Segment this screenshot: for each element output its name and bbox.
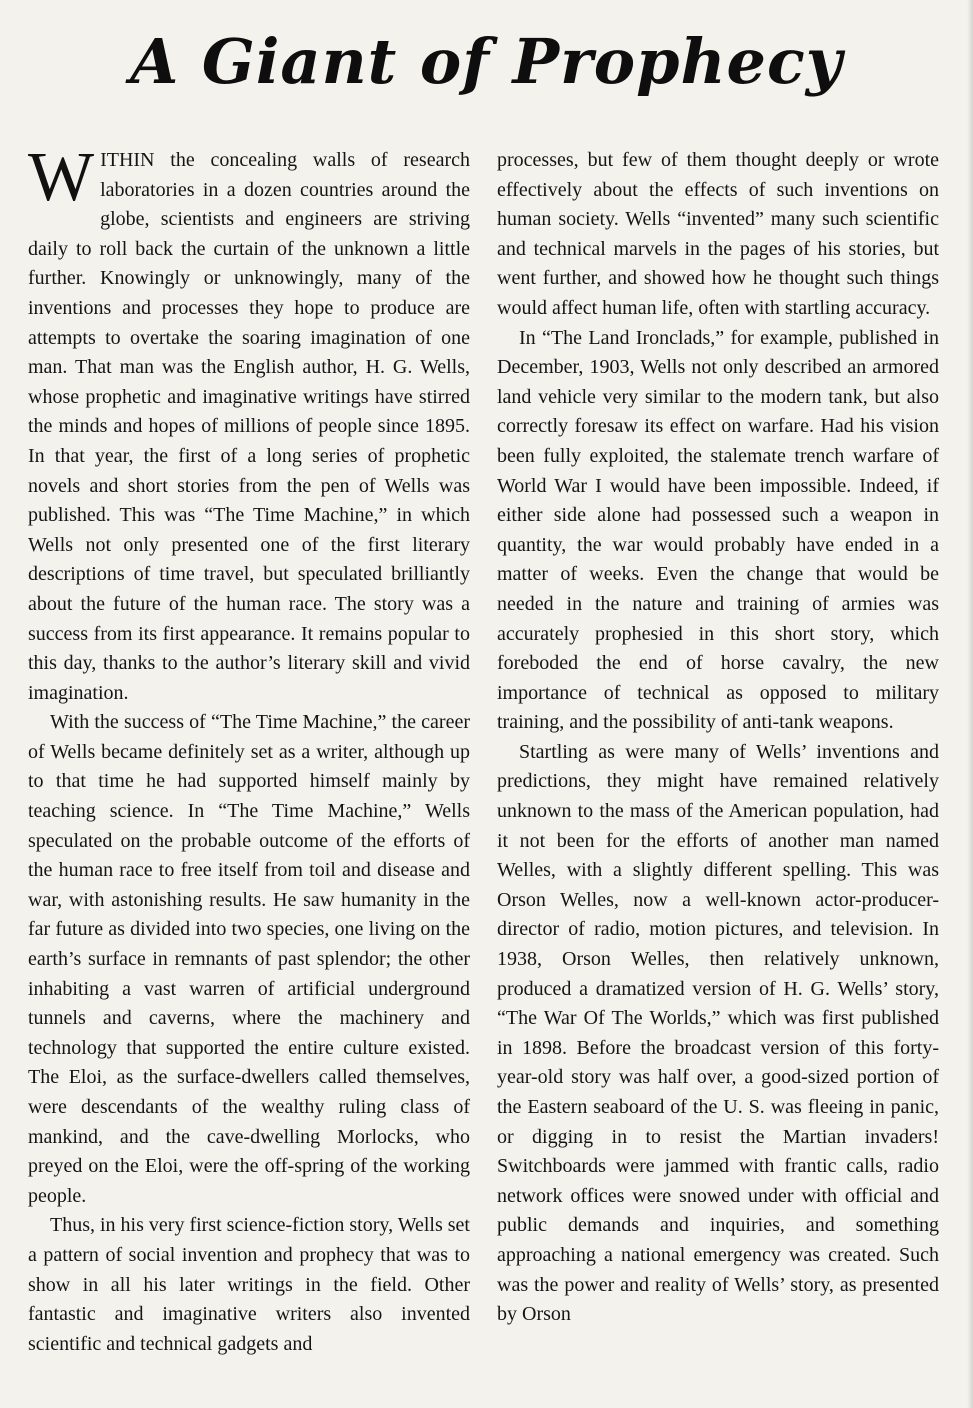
right-column: [497, 146, 939, 1330]
paragraph: Thus, in his very first science-fiction story, Wells set a pattern of social invention and prophecy that was to show in all his later writings in the field. Other fantastic and imaginative writers also invented scientific and technical gadgets and: [28, 1214, 470, 1355]
paragraph: In “The Land Ironclads,” for example, published in December, 1903, Wells not only described an armored land vehicle very similar to the modern tank, but also correctly foresaw its effect on warfare. Had his vision been fully exploited, the stalemate trench warfare of World War I would have been impossible. Indeed, if either side alone had possessed such a weapon in quantity, the war would probably have ended in a matter of weeks. Even the change that would be needed in the nature and training of armies was accurately prophesied in this short story, which foreboded the end of horse cavalry, the new importance of technical as opposed to military training, and the possibility of anti-tank weapons.: [497, 326, 939, 734]
article-title: A Giant of Prophecy: [130, 25, 843, 98]
left-column: [28, 139, 470, 1359]
paragraph: processes, but few of them thought deeply or wrote effectively about the effects of such inventions on human society. Wells “invented” many such scientific and technical marvels in the pages of his stories, but went further, and showed how he thought such things would affect human life, often with startling accuracy.: [497, 149, 939, 319]
paragraph: Startling as were many of Wells’ inventions and predictions, they might have remained relatively unknown to the mass of the American population, had it not been for the efforts of another man named Welles, with a slightly different spelling. This was Orson Welles, now a well-known actor-producer-director of radio, motion pictures, and television. In 1938, Orson Welles, then relatively unknown, produced a dramatized version of H. G. Wells’ story, “The War Of The Worlds,” which was first published in 1898. Before the broadcast version of this forty-year-old story was half over, a good-sized portion of the Eastern seaboard of the U. S. was fleeing in panic, or digging in to resist the Martian invaders! Switchboards were jammed with frantic calls, radio network offices were snowed under with official and public demands and inquiries, and something approaching a national emergency was created. Such was the power and reality of Wells’ story, as presented by Orson: [497, 740, 939, 1326]
paragraph: With the success of “The Time Machine,” the career of Wells became definitely set as a writer, although up to that time he had supported himself mainly by teaching science. In “The Time Machine,” Wells speculated on the probable outcome of the efforts of the human race to free itself from toil and disease and war, with astonishing results. He saw humanity in the far future as divided into two species, one living on the earth’s surface in remnants of past splendor; the other inhabiting a vast warren of artificial underground tunnels and caverns, where the machinery and technology that supported the entire culture existed. The Eloi, as the surface-dwellers called themselves, were descendants of the wealthy ruling class of mankind, and the cave-dwelling Morlocks, who preyed on the Eloi, were the off-spring of the working people.: [28, 711, 470, 1207]
drop-cap: W: [28, 139, 95, 216]
paragraph: [28, 139, 470, 708]
scan-edge: [967, 0, 973, 1408]
paragraph-text: ITHIN the concealing walls of research laboratories in a dozen countries around the globe, scientists and engineers are striving daily to roll back the curtain of the unknown a little further. Knowingly or unknowingly, many of the inventions and processes they hope to produce are attempts to overtake the soaring imagination of one man. That man was the English author, H. G. Wells, whose prophetic and imaginative writings have stirred the minds and hopes of millions of people since 1895. In that year, the first of a long series of prophetic novels and short stories from the pen of Wells was published. This was “The Time Machine,” in which Wells not only presented one of the first literary descriptions of time travel, but speculated brilliantly about the future of the human race. The story was a success from its first appearance. It remains popular to this day, thanks to the author’s literary skill and vivid imagination.: [28, 149, 470, 704]
